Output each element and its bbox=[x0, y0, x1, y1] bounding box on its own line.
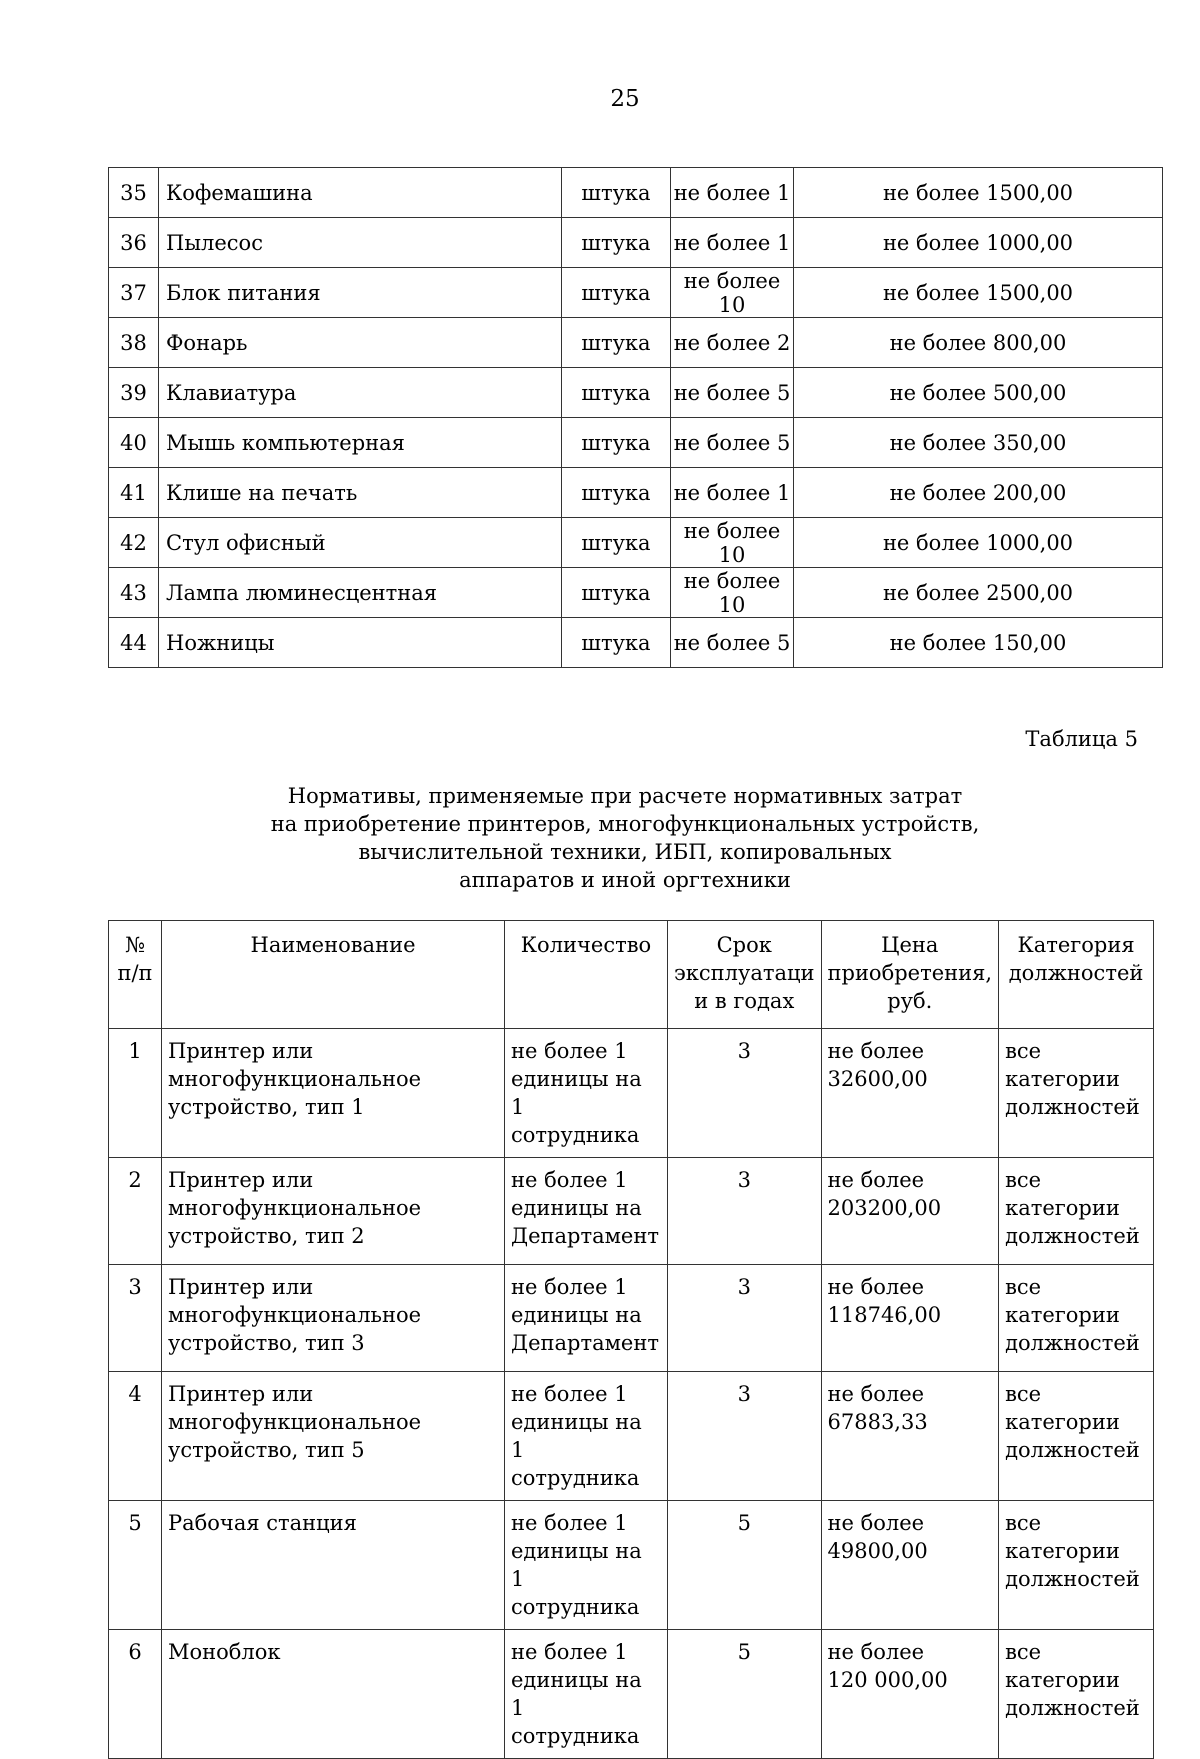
row-number: 40 bbox=[109, 418, 159, 468]
position-category-line: все bbox=[1005, 1382, 1042, 1406]
equipment-quantity-line: единицы на bbox=[511, 1303, 642, 1327]
item-price: не более 350,00 bbox=[794, 418, 1163, 468]
table-row bbox=[109, 418, 1163, 468]
header-line: Количество bbox=[520, 933, 652, 957]
service-life: 3 bbox=[668, 1372, 822, 1501]
item-unit: штука bbox=[562, 318, 671, 368]
equipment-quantity bbox=[505, 1265, 668, 1372]
equipment-price-line: не более bbox=[827, 1168, 925, 1192]
position-category-line: категории bbox=[1005, 1303, 1120, 1327]
header-line: должностей bbox=[1008, 961, 1144, 985]
equipment-price-line: не более bbox=[827, 1640, 925, 1664]
equipment-name-line: устройство, тип 2 bbox=[168, 1224, 365, 1248]
position-category-line: должностей bbox=[1005, 1224, 1140, 1248]
equipment-name-line: Рабочая станция bbox=[168, 1511, 357, 1535]
equipment-name-line: Моноблок bbox=[168, 1640, 281, 1664]
table-row bbox=[109, 1630, 1154, 1759]
position-category-line: категории bbox=[1005, 1410, 1120, 1434]
item-unit: штука bbox=[562, 418, 671, 468]
row-number: 41 bbox=[109, 468, 159, 518]
equipment-price bbox=[821, 1630, 999, 1759]
equipment-quantity bbox=[505, 1158, 668, 1265]
position-category-line: все bbox=[1005, 1511, 1042, 1535]
equipment-name-line: устройство, тип 1 bbox=[168, 1095, 365, 1119]
equipment-quantity-line: единицы на 1 bbox=[511, 1539, 642, 1591]
position-category-line: категории bbox=[1005, 1067, 1120, 1091]
item-unit: штука bbox=[562, 618, 671, 668]
norms-table-body bbox=[109, 1029, 1154, 1759]
equipment-quantity-line: единицы на 1 bbox=[511, 1410, 642, 1462]
page-number: 25 bbox=[610, 86, 640, 112]
header-line: Категория bbox=[1017, 933, 1135, 957]
row-number: 1 bbox=[109, 1029, 162, 1158]
item-name: Лампа люминесцентная bbox=[159, 568, 562, 618]
position-category-line: категории bbox=[1005, 1539, 1120, 1563]
equipment-name-line: многофункциональное bbox=[168, 1196, 422, 1220]
equipment-name bbox=[162, 1265, 505, 1372]
table-title-line: на приобретение принтеров, многофункциональных устройств, bbox=[270, 812, 980, 836]
equipment-price-line: 120 000,00 bbox=[827, 1668, 948, 1692]
item-quantity: не более 1 bbox=[671, 468, 794, 518]
equipment-name bbox=[162, 1630, 505, 1759]
continued-table-body bbox=[109, 168, 1163, 668]
equipment-name-line: Принтер или bbox=[168, 1275, 314, 1299]
header-line: эксплуатаци bbox=[674, 961, 815, 985]
item-price: не более 150,00 bbox=[794, 618, 1163, 668]
equipment-name bbox=[162, 1029, 505, 1158]
equipment-quantity-line: сотрудника bbox=[511, 1123, 640, 1147]
equipment-name-line: многофункциональное bbox=[168, 1410, 422, 1434]
item-quantity: не более 5 bbox=[671, 418, 794, 468]
item-quantity: не более 5 bbox=[671, 618, 794, 668]
equipment-quantity bbox=[505, 1372, 668, 1501]
table-row bbox=[109, 1265, 1154, 1372]
equipment-quantity-line: Департамент bbox=[511, 1331, 659, 1355]
equipment-price-line: не более bbox=[827, 1382, 925, 1406]
equipment-quantity-line: единицы на 1 bbox=[511, 1668, 642, 1720]
row-number: 3 bbox=[109, 1265, 162, 1372]
item-unit: штука bbox=[562, 218, 671, 268]
table-title-line: Нормативы, применяемые при расчете нормативных затрат bbox=[287, 784, 963, 808]
row-number: 39 bbox=[109, 368, 159, 418]
item-name: Фонарь bbox=[159, 318, 562, 368]
item-unit: штука bbox=[562, 568, 671, 618]
position-category bbox=[999, 1372, 1154, 1501]
row-number: 36 bbox=[109, 218, 159, 268]
equipment-price-line: 67883,33 bbox=[827, 1410, 928, 1434]
item-unit: штука bbox=[562, 168, 671, 218]
equipment-quantity-line: не более 1 bbox=[511, 1511, 628, 1535]
position-category bbox=[999, 1029, 1154, 1158]
item-price: не более 1000,00 bbox=[794, 218, 1163, 268]
position-category-line: все bbox=[1005, 1168, 1042, 1192]
row-number: 2 bbox=[109, 1158, 162, 1265]
header-line: Цена bbox=[881, 933, 939, 957]
equipment-name bbox=[162, 1158, 505, 1265]
equipment-name bbox=[162, 1372, 505, 1501]
equipment-price-line: не более bbox=[827, 1511, 925, 1535]
equipment-name-line: Принтер или bbox=[168, 1168, 314, 1192]
row-number: 38 bbox=[109, 318, 159, 368]
item-unit: штука bbox=[562, 368, 671, 418]
table-row bbox=[109, 1372, 1154, 1501]
header-line: руб. bbox=[887, 989, 933, 1013]
item-unit: штука bbox=[562, 518, 671, 568]
equipment-quantity-line: сотрудника bbox=[511, 1466, 640, 1490]
row-number: 37 bbox=[109, 268, 159, 318]
item-price: не более 200,00 bbox=[794, 468, 1163, 518]
table-row bbox=[109, 1501, 1154, 1630]
item-unit: штука bbox=[562, 268, 671, 318]
table-row bbox=[109, 568, 1163, 618]
table-row bbox=[109, 618, 1163, 668]
position-category-line: должностей bbox=[1005, 1567, 1140, 1591]
item-name: Мышь компьютерная bbox=[159, 418, 562, 468]
header-price bbox=[821, 921, 999, 1029]
equipment-price bbox=[821, 1501, 999, 1630]
item-quantity: не более 10 bbox=[671, 268, 794, 318]
header-line: п/п bbox=[117, 961, 153, 985]
position-category-line: должностей bbox=[1005, 1438, 1140, 1462]
position-category-line: категории bbox=[1005, 1668, 1120, 1692]
item-price: не более 2500,00 bbox=[794, 568, 1163, 618]
equipment-price-line: 32600,00 bbox=[827, 1067, 928, 1091]
item-name: Кофемашина bbox=[159, 168, 562, 218]
equipment-price-line: не более bbox=[827, 1275, 925, 1299]
item-quantity: не более 10 bbox=[671, 518, 794, 568]
equipment-price bbox=[821, 1029, 999, 1158]
table-label: Таблица 5 bbox=[1025, 727, 1138, 751]
equipment-price bbox=[821, 1158, 999, 1265]
item-price: не более 500,00 bbox=[794, 368, 1163, 418]
continued-equipment-table bbox=[108, 167, 1163, 668]
header-quantity bbox=[505, 921, 668, 1029]
item-name: Ножницы bbox=[159, 618, 562, 668]
equipment-quantity bbox=[505, 1029, 668, 1158]
item-price: не более 1000,00 bbox=[794, 518, 1163, 568]
row-number: 35 bbox=[109, 168, 159, 218]
equipment-name bbox=[162, 1501, 505, 1630]
equipment-quantity bbox=[505, 1501, 668, 1630]
equipment-name-line: многофункциональное bbox=[168, 1303, 422, 1327]
table-title-line: аппаратов и иной оргтехники bbox=[459, 868, 791, 892]
equipment-quantity-line: не более 1 bbox=[511, 1275, 628, 1299]
table-row bbox=[109, 218, 1163, 268]
equipment-name-line: устройство, тип 3 bbox=[168, 1331, 365, 1355]
equipment-quantity-line: единицы на bbox=[511, 1196, 642, 1220]
header-line: и в годах bbox=[694, 989, 795, 1013]
row-number: 44 bbox=[109, 618, 159, 668]
position-category-line: должностей bbox=[1005, 1331, 1140, 1355]
item-price: не более 800,00 bbox=[794, 318, 1163, 368]
position-category bbox=[999, 1630, 1154, 1759]
table-row bbox=[109, 168, 1163, 218]
equipment-quantity-line: единицы на 1 bbox=[511, 1067, 642, 1119]
item-name: Стул офисный bbox=[159, 518, 562, 568]
item-price: не более 1500,00 bbox=[794, 168, 1163, 218]
equipment-name-line: Принтер или bbox=[168, 1382, 314, 1406]
item-name: Клише на печать bbox=[159, 468, 562, 518]
service-life: 3 bbox=[668, 1158, 822, 1265]
table-header-row bbox=[109, 921, 1154, 1029]
header-line: Срок bbox=[716, 933, 772, 957]
item-unit: штука bbox=[562, 468, 671, 518]
item-name: Пылесос bbox=[159, 218, 562, 268]
position-category-line: категории bbox=[1005, 1196, 1120, 1220]
equipment-quantity-line: не более 1 bbox=[511, 1640, 628, 1664]
position-category-line: должностей bbox=[1005, 1696, 1140, 1720]
row-number: 43 bbox=[109, 568, 159, 618]
table-row bbox=[109, 468, 1163, 518]
row-number: 5 bbox=[109, 1501, 162, 1630]
service-life: 3 bbox=[668, 1029, 822, 1158]
position-category bbox=[999, 1265, 1154, 1372]
header-line: Наименование bbox=[250, 933, 416, 957]
header-line: № bbox=[125, 933, 145, 957]
office-equipment-norms-table bbox=[108, 920, 1154, 1759]
table-title bbox=[0, 782, 1200, 894]
header-name bbox=[162, 921, 505, 1029]
equipment-price bbox=[821, 1265, 999, 1372]
equipment-price-line: 49800,00 bbox=[827, 1539, 928, 1563]
equipment-quantity-line: сотрудника bbox=[511, 1724, 640, 1748]
equipment-price-line: не более bbox=[827, 1039, 925, 1063]
service-life: 5 bbox=[668, 1501, 822, 1630]
service-life: 3 bbox=[668, 1265, 822, 1372]
header-category bbox=[999, 921, 1154, 1029]
position-category bbox=[999, 1158, 1154, 1265]
header-line: приобретения, bbox=[827, 961, 993, 985]
item-price: не более 1500,00 bbox=[794, 268, 1163, 318]
equipment-price bbox=[821, 1372, 999, 1501]
position-category bbox=[999, 1501, 1154, 1630]
table-title-line: вычислительной техники, ИБП, копировальных bbox=[358, 840, 892, 864]
position-category-line: все bbox=[1005, 1275, 1042, 1299]
table-row bbox=[109, 368, 1163, 418]
equipment-quantity bbox=[505, 1630, 668, 1759]
equipment-name-line: устройство, тип 5 bbox=[168, 1438, 365, 1462]
item-name: Блок питания bbox=[159, 268, 562, 318]
equipment-price-line: 203200,00 bbox=[827, 1196, 942, 1220]
row-number: 42 bbox=[109, 518, 159, 568]
header-num bbox=[109, 921, 162, 1029]
equipment-quantity-line: сотрудника bbox=[511, 1595, 640, 1619]
header-term bbox=[668, 921, 822, 1029]
equipment-quantity-line: не более 1 bbox=[511, 1382, 628, 1406]
row-number: 4 bbox=[109, 1372, 162, 1501]
table-row bbox=[109, 1158, 1154, 1265]
table-row bbox=[109, 268, 1163, 318]
item-quantity: не более 2 bbox=[671, 318, 794, 368]
position-category-line: должностей bbox=[1005, 1095, 1140, 1119]
equipment-name-line: многофункциональное bbox=[168, 1067, 422, 1091]
row-number: 6 bbox=[109, 1630, 162, 1759]
item-quantity: не более 10 bbox=[671, 568, 794, 618]
service-life: 5 bbox=[668, 1630, 822, 1759]
equipment-quantity-line: Департамент bbox=[511, 1224, 659, 1248]
equipment-quantity-line: не более 1 bbox=[511, 1168, 628, 1192]
item-quantity: не более 1 bbox=[671, 218, 794, 268]
item-quantity: не более 5 bbox=[671, 368, 794, 418]
table-row bbox=[109, 318, 1163, 368]
item-name: Клавиатура bbox=[159, 368, 562, 418]
equipment-price-line: 118746,00 bbox=[827, 1303, 942, 1327]
position-category-line: все bbox=[1005, 1640, 1042, 1664]
table-row bbox=[109, 518, 1163, 568]
table-row bbox=[109, 1029, 1154, 1158]
equipment-quantity-line: не более 1 bbox=[511, 1039, 628, 1063]
equipment-name-line: Принтер или bbox=[168, 1039, 314, 1063]
item-quantity: не более 1 bbox=[671, 168, 794, 218]
position-category-line: все bbox=[1005, 1039, 1042, 1063]
